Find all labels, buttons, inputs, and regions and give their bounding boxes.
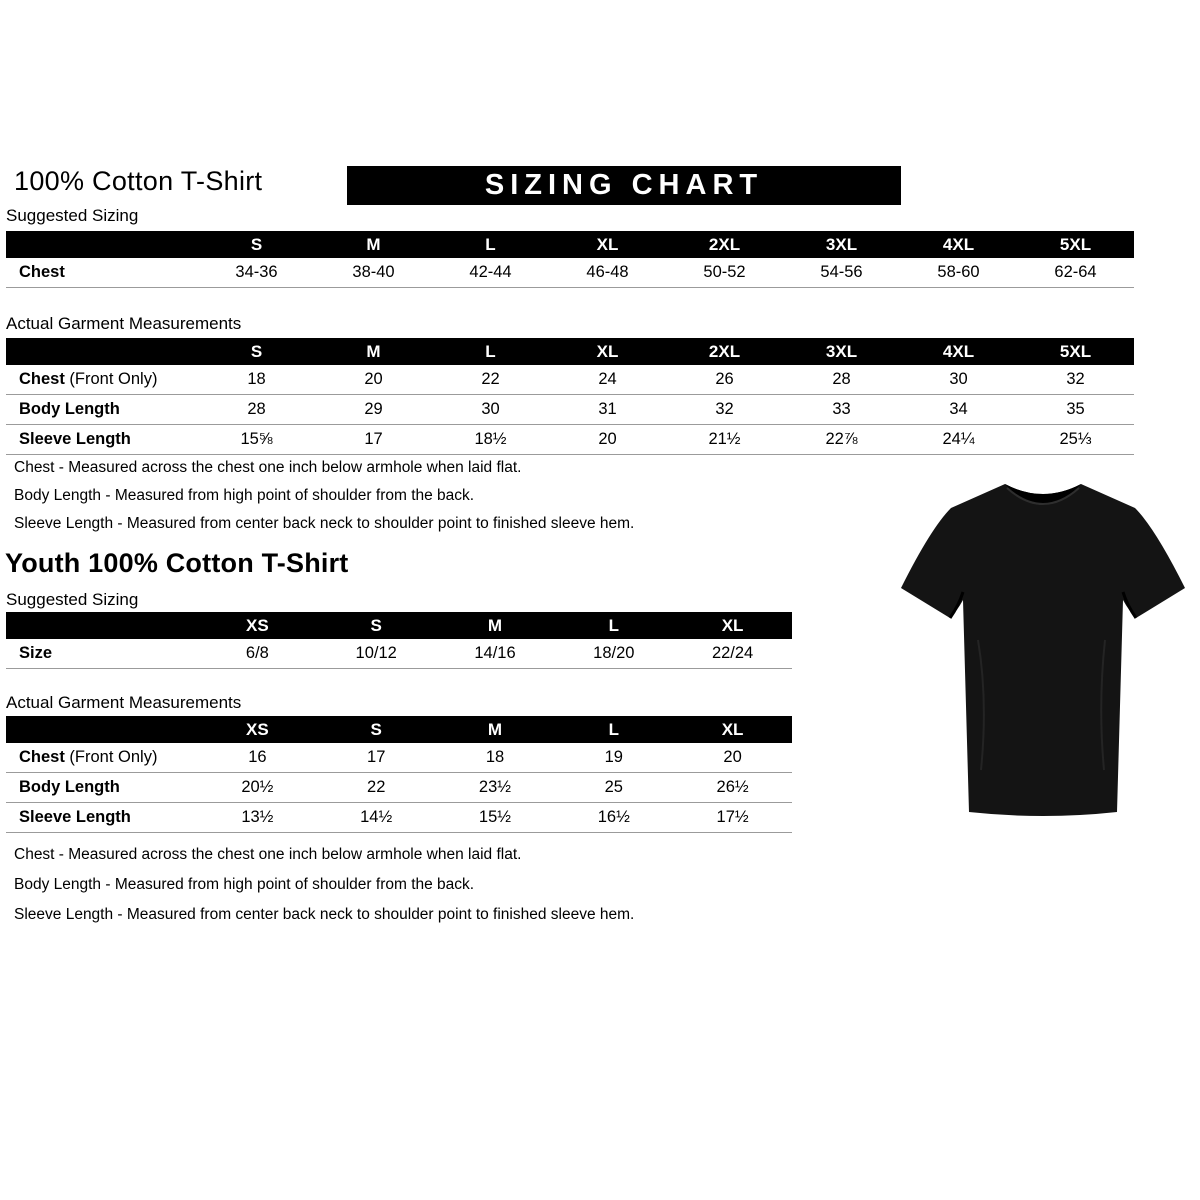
column-header: L [554,716,673,743]
header-corner [6,716,198,743]
cell-value: 20½ [198,773,317,803]
cell-value: 22 [432,365,549,395]
adult-suggested-sizing-label: Suggested Sizing [6,206,139,225]
cell-value: 18 [198,365,315,395]
cell-value: 13½ [198,803,317,833]
cell-value: 17 [317,743,436,773]
youth-actual-measurements-label: Actual Garment Measurements [6,693,242,712]
cell-value: 16½ [554,803,673,833]
column-header: S [198,231,315,258]
youth-suggested-sizing-label: Suggested Sizing [6,590,139,609]
column-header: 4XL [900,231,1017,258]
row-label: Body Length [6,395,198,425]
cell-value: 32 [1017,365,1134,395]
youth-section-title: Youth 100% Cotton T-Shirt [5,548,349,578]
cell-value: 28 [198,395,315,425]
cell-value: 50-52 [666,258,783,288]
cell-value: 17½ [673,803,792,833]
cell-value: 14½ [317,803,436,833]
cell-value: 18½ [432,425,549,455]
column-header: 3XL [783,231,900,258]
adult-suggested-sizing-table [6,231,1134,288]
youth-suggested-sizing-table [6,612,792,669]
column-header: L [554,612,673,639]
cell-value: 24¼ [900,425,1017,455]
column-header: 5XL [1017,231,1134,258]
column-header: M [436,612,555,639]
cell-value: 20 [549,425,666,455]
adult-note-body-length: Body Length - Measured from high point of shoulder from the back. [14,487,475,504]
column-header: 4XL [900,338,1017,365]
youth-note-body-length: Body Length - Measured from high point of shoulder from the back. [14,876,475,893]
column-header: 2XL [666,231,783,258]
column-header: S [317,612,436,639]
cell-value: 19 [554,743,673,773]
row-label: Sleeve Length [6,803,198,833]
table-row [6,639,792,669]
header-row [6,716,792,743]
cell-value: 22/24 [673,639,792,669]
youth-note-chest: Chest - Measured across the chest one inch below armhole when laid flat. [14,846,522,863]
adult-actual-measurements-table [6,338,1134,455]
cell-value: 20 [673,743,792,773]
cell-value: 28 [783,365,900,395]
cell-value: 14/16 [436,639,555,669]
column-header: XS [198,716,317,743]
table-row [6,395,1134,425]
cell-value: 18/20 [554,639,673,669]
row-label: Chest [6,258,198,288]
cell-value: 26 [666,365,783,395]
column-header: XL [549,231,666,258]
cell-value: 6/8 [198,639,317,669]
header-row [6,612,792,639]
cell-value: 16 [198,743,317,773]
header-corner [6,612,198,639]
header-row [6,231,1134,258]
cell-value: 23½ [436,773,555,803]
column-header: M [436,716,555,743]
column-header: M [315,231,432,258]
cell-value: 25 [554,773,673,803]
header-corner [6,231,198,258]
column-header: XL [549,338,666,365]
column-header: M [315,338,432,365]
column-header: S [317,716,436,743]
tshirt-body [901,484,1185,816]
column-header: XL [673,716,792,743]
column-header: 2XL [666,338,783,365]
cell-value: 58-60 [900,258,1017,288]
table-row [6,365,1134,395]
cell-value: 33 [783,395,900,425]
cell-value: 29 [315,395,432,425]
cell-value: 21½ [666,425,783,455]
cell-value: 38-40 [315,258,432,288]
cell-value: 17 [315,425,432,455]
column-header: 5XL [1017,338,1134,365]
column-header: S [198,338,315,365]
row-label: Body Length [6,773,198,803]
cell-value: 35 [1017,395,1134,425]
sizing-chart-banner: SIZING CHART [347,166,901,205]
youth-note-sleeve-length: Sleeve Length - Measured from center back neck to shoulder point to finished sleeve hem. [14,906,635,923]
cell-value: 26½ [673,773,792,803]
cell-value: 20 [315,365,432,395]
cell-value: 10/12 [317,639,436,669]
cell-value: 54-56 [783,258,900,288]
column-header: L [432,338,549,365]
adult-notes [14,454,634,538]
column-header: XL [673,612,792,639]
cell-value: 18 [436,743,555,773]
cell-value: 30 [432,395,549,425]
page-title: 100% Cotton T-Shirt [14,166,263,196]
cell-value: 34 [900,395,1017,425]
cell-value: 32 [666,395,783,425]
cell-value: 62-64 [1017,258,1134,288]
row-label: Chest (Front Only) [6,365,198,395]
cell-value: 46-48 [549,258,666,288]
cell-value: 31 [549,395,666,425]
header-corner [6,338,198,365]
cell-value: 15⅝ [198,425,315,455]
adult-note-chest: Chest - Measured across the chest one inch below armhole when laid flat. [14,459,522,476]
cell-value: 30 [900,365,1017,395]
row-label: Chest (Front Only) [6,743,198,773]
cell-value: 34-36 [198,258,315,288]
table-row [6,773,792,803]
cell-value: 22 [317,773,436,803]
table-row [6,803,792,833]
row-label: Sleeve Length [6,425,198,455]
column-header: XS [198,612,317,639]
cell-value: 24 [549,365,666,395]
column-header: L [432,231,549,258]
adult-actual-measurements-label: Actual Garment Measurements [6,314,242,333]
header-row [6,338,1134,365]
tshirt-image [893,470,1193,838]
column-header: 3XL [783,338,900,365]
youth-actual-measurements-table [6,716,792,833]
table-row [6,425,1134,455]
youth-notes [14,840,634,930]
cell-value: 25⅓ [1017,425,1134,455]
table-row [6,743,792,773]
cell-value: 22⅞ [783,425,900,455]
adult-note-sleeve-length: Sleeve Length - Measured from center back neck to shoulder point to finished sleeve hem. [14,515,635,532]
row-label: Size [6,639,198,669]
cell-value: 42-44 [432,258,549,288]
cell-value: 15½ [436,803,555,833]
table-row [6,258,1134,288]
